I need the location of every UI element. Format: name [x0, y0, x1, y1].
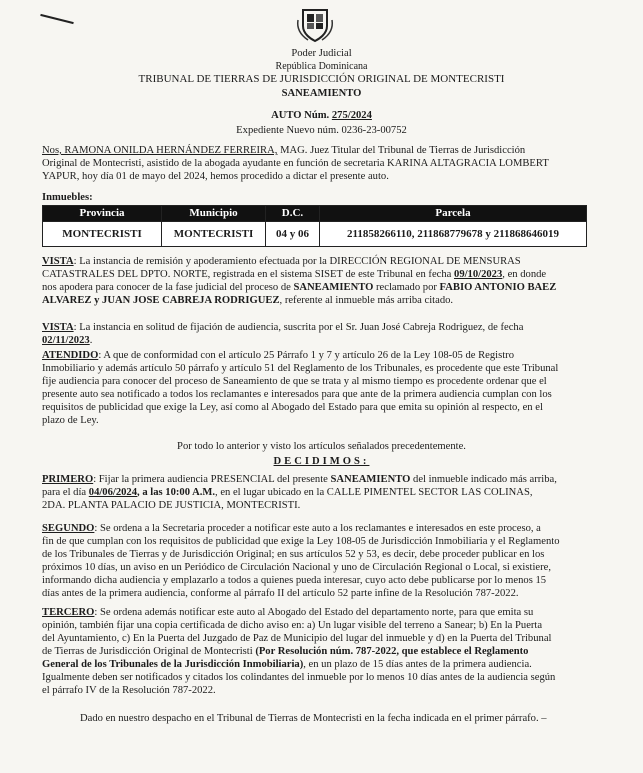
- inmuebles-table: [42, 205, 587, 247]
- header-dc: D.C.: [266, 206, 320, 222]
- intro-line-1: [42, 144, 627, 157]
- vista1-line-1: [42, 255, 627, 268]
- vista1-text-3: nos apodera para conocer de la fase judicial del proceso de: [42, 282, 294, 293]
- tercero-text-1: : Se ordena además notificar este auto al Abogado del Estado del departamento norte, para que emita su: [94, 607, 534, 618]
- tercero-label: TERCERO: [42, 607, 95, 618]
- header-provincia: Provincia: [43, 206, 162, 222]
- auto-number: [0, 109, 643, 122]
- vista1-text-2b: , en donde: [502, 269, 547, 280]
- cell-parcela: 211858266110, 211868779678 y 211868646019: [320, 222, 587, 247]
- segundo-line-2: fin de que cumplan con los requisitos de publicidad que exige la Ley 108-05 de Jurisdicción Inmobiliaria y el Reglamento: [42, 536, 560, 547]
- subject-title: SANEAMIENTO: [281, 88, 362, 99]
- coat-of-arms-icon: [295, 6, 335, 44]
- por-todo-line: Por todo lo anterior y visto los artículos señalados precedentemente.: [177, 441, 466, 452]
- header-municipio: Municipio: [162, 206, 266, 222]
- atendido-label: ATENDIDO: [42, 350, 99, 361]
- vista1-saneamiento: SANEAMIENTO: [293, 282, 374, 293]
- pen-mark: [40, 14, 73, 24]
- atendido-line-4: presente auto sea notificado a todos los reclamantes e interesados para que ante de la primera audiencia cumplan con los: [42, 389, 552, 400]
- tercero-line-2: opinión, también fijar una copia certificada de dicho aviso en: a) Un lugar visible del terreno a Sanear; b) En la Puerta: [42, 620, 543, 631]
- segundo-line-5: informando dicha audiencia y emplazarlo a todos a quienes pueda interesar, cuyo acto debe publicarse por lo menos 15: [42, 575, 547, 586]
- primero-line-1: [42, 473, 627, 486]
- vista1-line-3: [42, 281, 627, 294]
- tercero-resolution: (Por Resolución núm. 787-2022, que establece el Reglamento: [255, 646, 529, 657]
- table-row: [43, 222, 587, 247]
- atendido-text-1: : A que de conformidad con el artículo 25 Párrafo 1 y 7 y artículo 26 de la Ley 108-05 de Registro: [98, 350, 515, 361]
- segundo-text-1: : Se ordena a la Secretaria proceder a notificar este auto a los reclamantes e interesados en este proceso, a: [94, 523, 541, 534]
- closing-line: Dado en nuestro despacho en el Tribunal de Tierras de Montecristi en la fecha indicada en el primer párrafo. –: [80, 713, 547, 724]
- vista2-end: .: [89, 335, 93, 346]
- auto-value: 275/2024: [331, 110, 372, 121]
- segundo-label: SEGUNDO: [42, 523, 95, 534]
- atendido-line-3: fije audiencia para conocer del proceso de Saneamiento de que se trata y al mismo tiempo es procedente ordenar que el: [42, 376, 547, 387]
- intro-line-2: Original de Montecristi, asistido de la abogada ayudante en función de secretaria KARINA ALTAGRACIA LOMBERT: [42, 158, 549, 169]
- vista1-claimant-1: FABIO ANTONIO BAEZ: [439, 282, 557, 293]
- decidimos-heading: DECIDIMOS:: [273, 456, 370, 467]
- primero-line-2: [42, 486, 627, 499]
- vista1-line-2: [42, 268, 627, 281]
- tercero-text-4: de Tierras de Jurisdicción Original de Montecristi: [42, 646, 256, 657]
- segundo-line-3: de los Tribunales de Tierras y de Jurisdicción Original; en sus artículos 52 y 53, es decir, debe proceder publicar en los: [42, 549, 545, 560]
- tercero-line-7: el párrafo IV de la Resolución 787-2022.: [42, 685, 216, 696]
- org-name: Poder Judicial: [291, 48, 352, 59]
- vista1-text-3c: reclamado por: [373, 282, 440, 293]
- tercero-reglamento: General de los Tribunales de la Jurisdicción Inmobiliaria): [42, 659, 304, 670]
- tribunal-name: TRIBUNAL DE TIERRAS DE JURISDICCIÓN ORIGINAL DE MONTECRISTI: [138, 73, 505, 85]
- cell-provincia: MONTECRISTI: [43, 222, 162, 247]
- vista2-date: 02/11/2023: [42, 335, 90, 346]
- primero-text-2: para el día: [42, 487, 89, 498]
- segundo-line-4: próximos 10 días, un aviso en un Periódico de Circulación Nacional y uno de Circulación Regional o Local, si existiere,: [42, 562, 551, 573]
- auto-label: AUTO Núm.: [271, 110, 330, 121]
- table-header-row: [43, 206, 587, 222]
- tercero-line-1: [42, 606, 627, 619]
- primero-label: PRIMERO: [42, 474, 94, 485]
- tercero-line-5: [42, 658, 627, 671]
- primero-text-1: : Fijar la primera audiencia PRESENCIAL del presente: [93, 474, 331, 485]
- intro-text-1: MAG. Juez Titular del Tribunal de Tierras de Jurisdicción: [277, 145, 526, 156]
- cell-dc: 04 y 06: [266, 222, 320, 247]
- primero-line-3: 2DA. PLANTA PALACIO DE JUSTICIA, MONTECRISTI.: [42, 500, 301, 511]
- vista1-claimant-2: ALVAREZ y JUAN JOSE CABREJA RODRIGUEZ: [42, 295, 280, 306]
- vista2-line-2: [42, 334, 627, 347]
- tercero-line-3: del Ayuntamiento, c) En la Puerta del Juzgado de Paz de Municipio del lugar del inmueble y d) en la Puerta del Tribunal: [42, 633, 552, 644]
- cell-municipio: MONTECRISTI: [162, 222, 266, 247]
- header-parcela: Parcela: [320, 206, 587, 222]
- judge-name: Nos, RAMONA ONILDA HERNÁNDEZ FERREIRA,: [42, 145, 278, 156]
- vista1-line-4: [42, 294, 627, 307]
- atendido-line-1: [42, 349, 627, 362]
- primero-saneamiento: SANEAMIENTO: [330, 474, 411, 485]
- vista2-line-1: [42, 321, 627, 334]
- vista1-text-2: CATASTRALES DEL DPTO. NORTE, registrada en el sistema SISET de este Tribunal en fecha: [42, 269, 455, 280]
- atendido-line-5: requisitos de publicidad que exige la Ley, así como al Abogado del Estado para que emita su opinión al respecto, en el: [42, 402, 543, 413]
- vista1-text-1: : La instancia de remisión y apoderamiento efectuada por la DIRECCIÓN REGIONAL DE MENSURAS: [73, 256, 521, 267]
- country-name: República Dominicana: [275, 61, 368, 72]
- tercero-text-5: , en un plazo de 15 días antes de la primera audiencia.: [303, 659, 532, 670]
- intro-line-3: YAPUR, hoy día 01 de mayo del 2024, hemos procedido a dictar el presente auto.: [42, 171, 389, 182]
- vista2-text-1: : La instancia en solitud de fijación de audiencia, suscrita por el Sr. Juan José Cabreja Rodriguez, de fecha: [73, 322, 524, 333]
- atendido-line-2: Inmobiliario y además artículo 50 párrafo y artículo 51 del Reglamento de los Tribunales, es procedente que este Tribunal: [42, 363, 559, 374]
- vista1-text-4: , referente al inmueble más arriba citado.: [279, 295, 454, 306]
- vista1-date: 09/10/2023: [454, 269, 503, 280]
- tercero-line-6: Igualmente deben ser notificados y citados los colindantes del inmueble por lo menos 10 días antes de la audiencia según: [42, 672, 556, 683]
- primero-text-2c: , en el lugar ubicado en la CALLE PIMENTEL SECTOR LAS COLINAS,: [215, 487, 533, 498]
- segundo-line-1: [42, 522, 627, 535]
- atendido-line-6: plazo de Ley.: [42, 415, 99, 426]
- expediente-number: Expediente Nuevo núm. 0236-23-00752: [236, 125, 407, 136]
- vista2-label: VISTA: [42, 322, 74, 333]
- primero-text-1c: del inmueble indicado más arriba,: [410, 474, 557, 485]
- primero-time: , a las 10:00 A.M.: [137, 487, 216, 498]
- primero-date: 04/06/2024: [88, 487, 138, 498]
- segundo-line-6: días antes de la primera audiencia, conforme al párrafo II del artículo 52 parte infine de la Resolución 787-2022.: [42, 588, 519, 599]
- tercero-line-4: [42, 645, 627, 658]
- inmuebles-label: Inmuebles:: [42, 192, 93, 203]
- vista1-label: VISTA: [42, 256, 74, 267]
